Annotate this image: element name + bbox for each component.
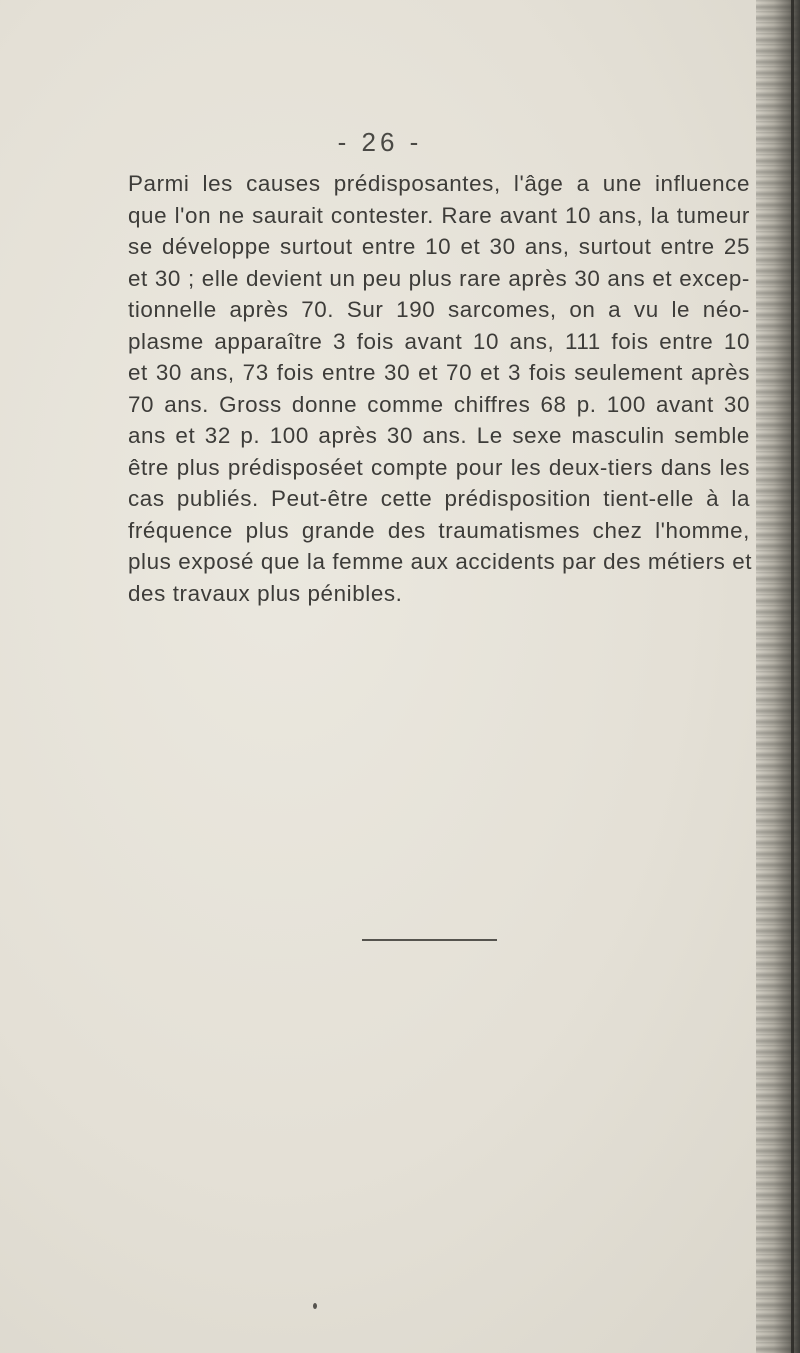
text-line: fréquence plus grande des traumatismes chez l'homme, — [128, 517, 750, 543]
ink-speck — [313, 1303, 317, 1309]
text-line: tionnelle après 70. Sur 190 sarcomes, on a vu le néo- — [128, 297, 750, 322]
text-line: plasme apparaître 3 fois avant 10 ans, 111 fois entre 10 — [128, 328, 750, 354]
text-line: ans et 32 p. 100 après 30 ans. Le sexe masculin semble — [128, 423, 750, 448]
text-line: 70 ans. Gross donne comme chiffres 68 p. 100 avant 30 — [128, 391, 750, 417]
text-line: cas publiés. Peut-être cette prédisposition tient-elle à la — [128, 486, 750, 511]
text-line: être plus prédisposéet compte pour les deux-tiers dans les — [128, 454, 750, 480]
text-line: et 30 ans, 73 fois entre 30 et 70 et 3 fois seulement après — [128, 360, 750, 385]
text-line: et 30 ; elle devient un peu plus rare après 30 ans et excep- — [128, 265, 750, 291]
text-line: Parmi les causes prédisposantes, l'âge a une influence — [128, 171, 750, 196]
text-line: se développe surtout entre 10 et 30 ans, surtout entre 25 — [128, 234, 750, 259]
paragraph — [128, 168, 753, 609]
book-binding-edge — [756, 0, 800, 1353]
text-line: des travaux plus pénibles. — [128, 580, 403, 606]
text-line: plus exposé que la femme aux accidents par des métiers et — [128, 549, 753, 574]
text-line: que l'on ne saurait contester. Rare avant 10 ans, la tumeur — [128, 202, 750, 228]
horizontal-rule — [362, 939, 497, 941]
page-number: - 26 - — [337, 127, 423, 157]
